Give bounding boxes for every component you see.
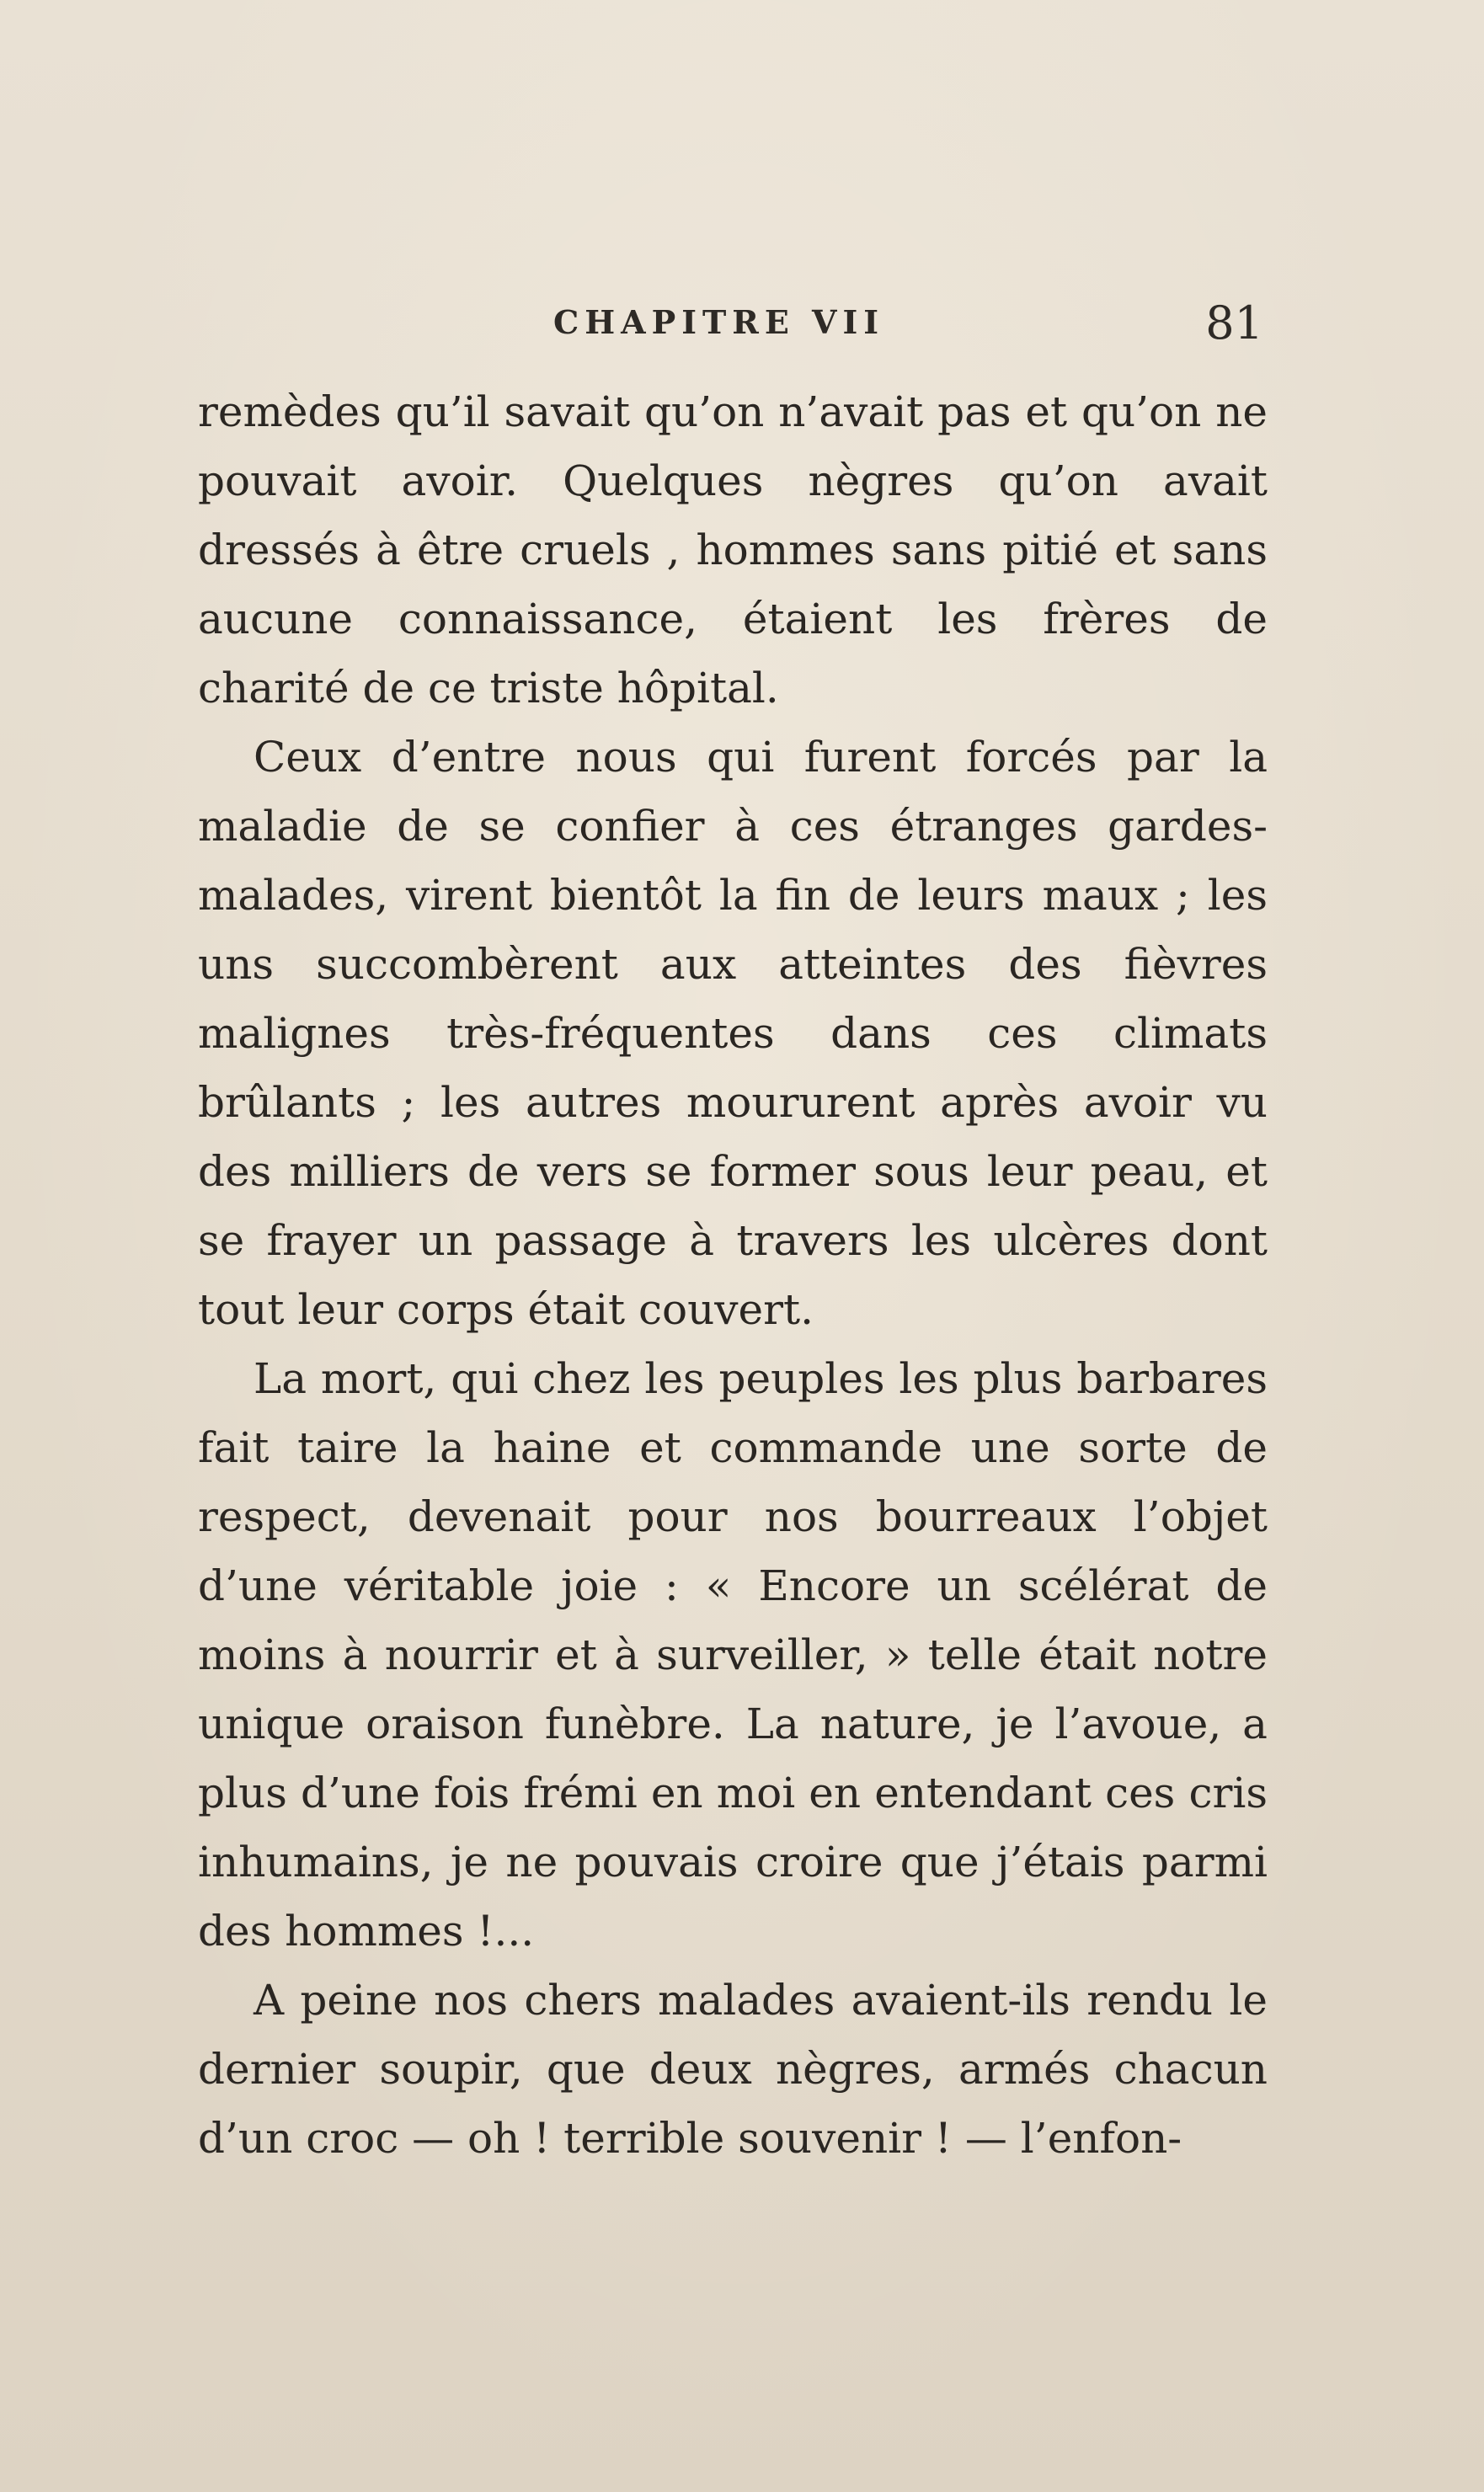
body-text — [198, 377, 1268, 2173]
paragraph: Ceux d’entre nous qui furent forcés par la maladie de se confier à ces étranges gardes-malades, virent bientôt la fin de leurs maux ; les uns succombèrent aux atteintes des fièvres malignes très-fréquentes dans ces climats brûlants ; les autres moururent après avoir vu des milliers de vers se former sous leur peau, et se frayer un passage à travers les ulcères dont tout leur corps était couvert. — [198, 733, 1268, 1334]
paragraph-continued: remèdes qu’il savait qu’on n’avait pas et qu’on ne pouvait avoir. Quelques nègres qu’on avait dressés à être cruels , hommes sans pitié et sans aucune connaissance, étaient les frères de charité de ce triste hôpital. — [198, 387, 1268, 712]
paragraph: La mort, qui chez les peuples les plus barbares fait taire la haine et commande une sorte de respect, devenait pour nos bourreaux l’objet d’une véritable joie : « Encore un scélérat de moins à nourrir et à surveiller, » telle était notre unique oraison funèbre. La nature, je l’avoue, a plus d’une fois frémi en moi en entendant ces cris inhumains, je ne pouvais croire que j’étais parmi des hommes !... — [198, 1354, 1268, 1956]
page-header — [200, 296, 1263, 364]
paragraph: A peine nos chers malades avaient-ils rendu le dernier soupir, que deux nègres, armés chacun d’un croc — oh ! terrible souvenir ! — l’enfon- — [198, 1976, 1268, 2163]
page-number: 81 — [1205, 296, 1263, 350]
running-head: CHAPITRE VII — [553, 303, 885, 341]
